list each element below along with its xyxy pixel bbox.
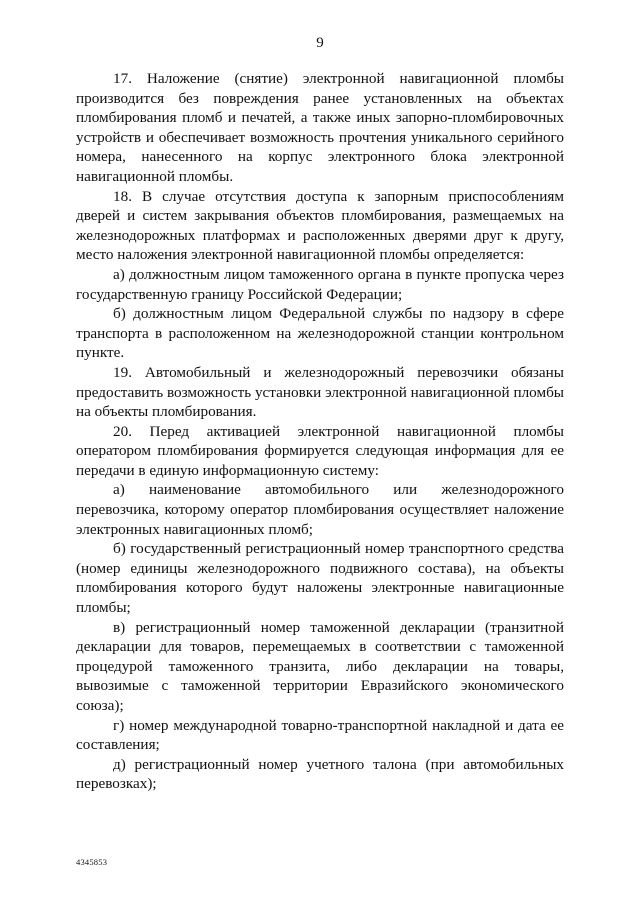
document-code: 4345853 bbox=[76, 857, 108, 867]
paragraph-20: 20. Перед активацией электронной навигационной пломбы оператором пломбирования формируется следующая информация для ее передачи в единую информационную систему: bbox=[76, 422, 564, 479]
paragraph-18-item-b: б) должностным лицом Федеральной службы по надзору в сфере транспорта в расположенном на железнодорожной станции контрольном пункте. bbox=[76, 305, 564, 362]
document-body bbox=[76, 69, 564, 794]
paragraph-20-item-d: д) регистрационный номер учетного талона (при автомобильных перевозках); bbox=[76, 755, 564, 793]
paragraph-19: 19. Автомобильный и железнодорожный перевозчики обязаны предоставить возможность установки электронной навигационной пломбы на объекты пломбирования. bbox=[76, 363, 564, 421]
page-number: 9 bbox=[316, 35, 324, 51]
paragraph-18-item-a: а) должностным лицом таможенного органа в пункте пропуска через государственную границу Российской Федерации; bbox=[76, 265, 564, 303]
paragraph-20-item-b: б) государственный регистрационный номер транспортного средства (номер единицы железнодорожного подвижного состава), на объекты пломбирования которого будут наложены электронные навигационные пломбы; bbox=[76, 540, 564, 617]
paragraph-18: 18. В случае отсутствия доступа к запорным приспособлениям дверей и систем закрывания объектов пломбирования, размещаемых на железнодорожных платформах и расположенных дверями друг к другу, место наложения электронной навигационной пломбы определяется: bbox=[76, 187, 564, 264]
paragraph-20-item-a: а) наименование автомобильного или железнодорожного перевозчика, которому оператор пломбирования осуществляет наложение электронных навигационных пломб; bbox=[76, 481, 564, 538]
paragraph-20-item-g: г) номер международной товарно-транспортной накладной и дата ее составления; bbox=[76, 716, 564, 754]
paragraph-20-item-v: в) регистрационный номер таможенной декларации (транзитной декларации для товаров, перемещаемых в соответствии с таможенной процедурой таможенного транзита, либо декларации на товары, вывозимые с таможенной территории Евразийского экономического союза); bbox=[76, 618, 564, 714]
paragraph-17: 17. Наложение (снятие) электронной навигационной пломбы производится без повреждения ранее установленных на объектах пломбирования пломб и печатей, а также иных запорно-пломбировочных устройств и обеспечивает возможность прочтения уникального серийного номера, нанесенного на корпус электронного блока электронной навигационной пломбы. bbox=[76, 70, 564, 185]
